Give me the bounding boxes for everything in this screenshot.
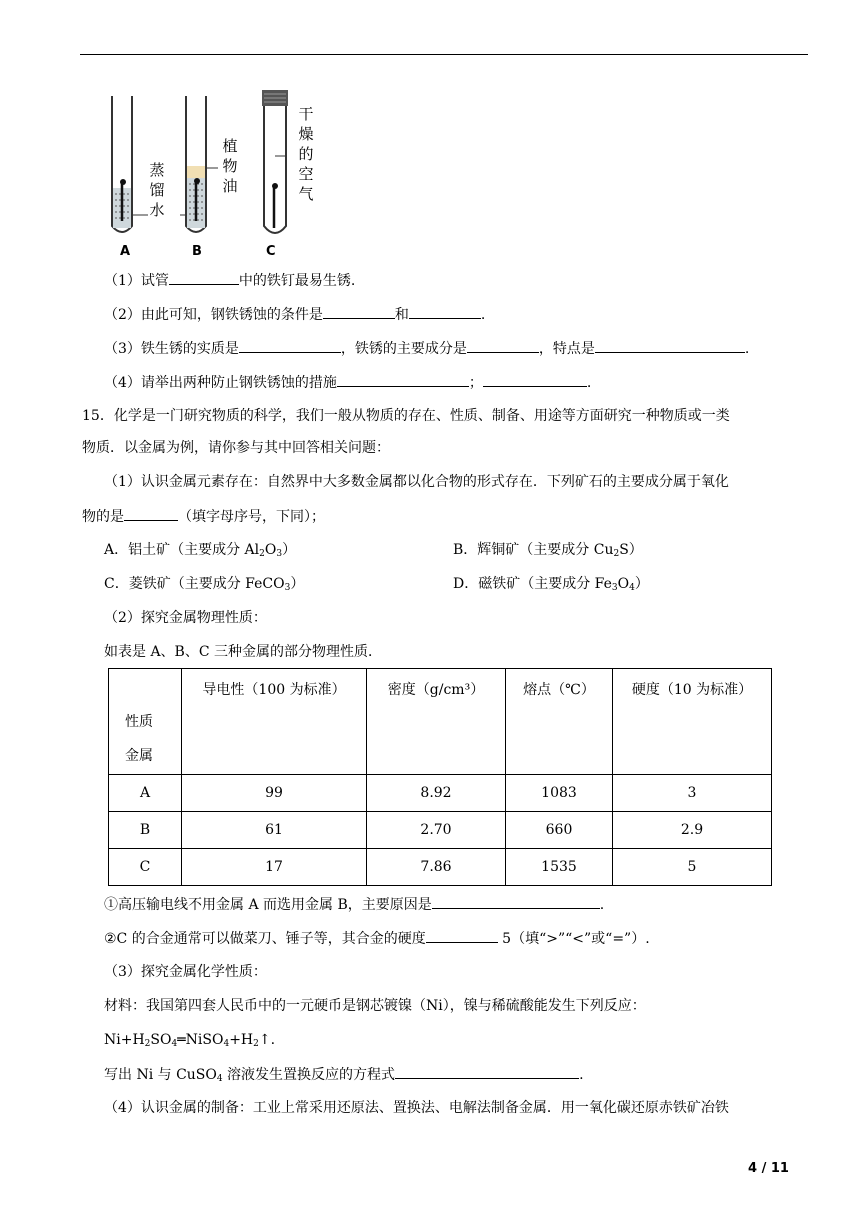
test-tube-figure xyxy=(104,86,334,264)
q14-part1: （1）试管 中的铁钉最易生锈. xyxy=(104,270,355,291)
table-cell: B xyxy=(109,812,182,849)
table-cell: 1535 xyxy=(506,849,613,886)
table-header-row xyxy=(109,669,772,775)
table-cell: 5 xyxy=(613,849,772,886)
answer-blank[interactable] xyxy=(409,304,481,319)
q15-s2-q2: ②C 的合金通常可以做菜刀、锤子等，其合金的硬度 5（填“>”“<”或“=”）. xyxy=(104,928,650,949)
dry-air-label: 干燥的空气 xyxy=(298,105,314,203)
answer-blank[interactable] xyxy=(337,372,469,387)
tube-b-icon xyxy=(180,96,218,232)
header-hardness: 硬度（10 为标准） xyxy=(613,669,772,775)
corner-metal-label: 金属 xyxy=(125,748,153,764)
tube-a-icon xyxy=(112,96,148,232)
table-cell: 1083 xyxy=(506,775,613,812)
table-cell: 99 xyxy=(182,775,367,812)
table-cell: C xyxy=(109,849,182,886)
table-cell: 8.92 xyxy=(367,775,506,812)
table-cell: A xyxy=(109,775,182,812)
option-a[interactable]: A．铝土矿（主要成分 $Al_2O_3$） xyxy=(104,542,297,559)
q15-s2-title: （2）探究金属物理性质： xyxy=(104,610,267,626)
option-d[interactable]: D．磁铁矿（主要成分 $Fe_3O_4$） xyxy=(453,576,649,593)
answer-blank[interactable] xyxy=(323,304,395,319)
q14-part2: （2）由此可知，钢铁锈蚀的条件是 和 . xyxy=(104,304,485,325)
table-row xyxy=(109,775,772,812)
distilled-water-label: 蒸馏水 xyxy=(149,161,165,219)
q15-s1-cont: 物的是 （填字母序号，下同）； xyxy=(82,506,325,527)
q15-s3-material: 材料：我国第四套人民币中的一元硬币是钢芯镀镍（Ni），镍与稀硫酸能发生下列反应： xyxy=(104,998,646,1014)
q15-s2-intro: 如表是 A、B、C 三种金属的部分物理性质． xyxy=(104,644,383,660)
table-cell: 660 xyxy=(506,812,613,849)
q15-intro-cont: 物质．以金属为例，请你参与其中回答相关问题： xyxy=(82,440,390,456)
table-cell: 7.86 xyxy=(367,849,506,886)
q15-s2-q1: ①高压输电线不用金属 A 而选用金属 B，主要原因是 . xyxy=(104,894,604,915)
table-row xyxy=(109,812,772,849)
table-cell: 61 xyxy=(182,812,367,849)
q15-s3-title: （3）探究金属化学性质： xyxy=(104,964,267,980)
tube-c-icon xyxy=(262,90,288,233)
reaction-equation: $Ni+H_2SO_4═NiSO_4+H_2↑$. xyxy=(104,1032,276,1049)
corner-property-label: 性质 xyxy=(125,714,153,730)
table-cell: 17 xyxy=(182,849,367,886)
tube-a-label: A xyxy=(120,244,131,259)
answer-blank[interactable] xyxy=(426,928,498,943)
table-cell: 2.9 xyxy=(613,812,772,849)
table-cell: 3 xyxy=(613,775,772,812)
answer-blank[interactable] xyxy=(124,506,178,521)
table-row xyxy=(109,849,772,886)
tube-b-label: B xyxy=(192,244,202,259)
metal-properties-table xyxy=(108,668,772,886)
option-b[interactable]: B．辉铜矿（主要成分 $Cu_2S$） xyxy=(453,542,643,559)
header-density: 密度（g/cm³） xyxy=(367,669,506,775)
answer-blank[interactable] xyxy=(432,894,600,909)
q15-s1: （1）认识金属元素存在：自然界中大多数金属都以化合物的形式存在．下列矿石的主要成分属于氧化 xyxy=(104,474,729,490)
vegetable-oil-label: 植物油 xyxy=(222,137,238,195)
answer-blank[interactable] xyxy=(483,372,587,387)
answer-blank[interactable] xyxy=(595,338,745,353)
answer-blank[interactable] xyxy=(239,338,341,353)
q14-part4: （4）请举出两种防止钢铁锈蚀的措施 ； . xyxy=(104,372,591,393)
page-number: 4 / 11 xyxy=(748,1161,789,1176)
answer-blank[interactable] xyxy=(467,338,539,353)
header-rule xyxy=(80,54,808,55)
q15-intro: 15．化学是一门研究物质的科学，我们一般从物质的存在、性质、制备、用途等方面研究一种物质或一类 xyxy=(82,408,730,424)
q15-s3-question: 写出 Ni 与 CuSO$_4$ 溶液发生置换反应的方程式 . xyxy=(104,1064,584,1089)
header-conductivity: 导电性（100 为标准） xyxy=(182,669,367,775)
table-corner-cell xyxy=(109,669,182,775)
q15-s4: （4）认识金属的制备：工业上常采用还原法、置换法、电解法制备金属．用一氧化碳还原赤铁矿冶铁 xyxy=(104,1100,729,1116)
table-cell: 2.70 xyxy=(367,812,506,849)
answer-blank[interactable] xyxy=(169,270,239,285)
answer-blank[interactable] xyxy=(395,1064,579,1079)
header-melting-point: 熔点（℃） xyxy=(506,669,613,775)
q14-part3: （3）铁生锈的实质是 ，铁锈的主要成分是 ，特点是 . xyxy=(104,338,749,359)
option-c[interactable]: C．菱铁矿（主要成分 FeCO$_3$） xyxy=(104,576,305,593)
tube-c-label: C xyxy=(266,244,276,259)
